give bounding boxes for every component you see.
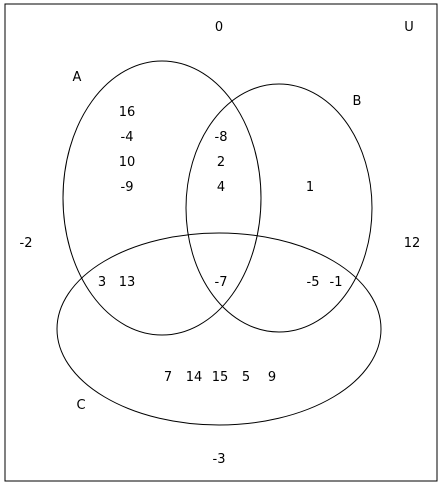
region-abc-element: -7	[214, 275, 228, 290]
region-bc-element: -1	[329, 275, 343, 290]
region-a-only-element: -4	[120, 130, 134, 145]
region-ab-element: 2	[216, 155, 226, 170]
region-ac-element: 3	[97, 275, 107, 290]
region-a-only-element: 10	[118, 155, 136, 170]
region-ab-element: 4	[216, 180, 226, 195]
region-c-only-element: 9	[267, 370, 277, 385]
universe-element: 0	[214, 20, 224, 35]
set-a-label: A	[72, 70, 82, 85]
universe-element: -2	[19, 236, 33, 251]
region-ac-element: 13	[118, 275, 136, 290]
universe-label: U	[404, 20, 414, 35]
region-c-only-element: 15	[211, 370, 229, 385]
universe-element: -3	[212, 452, 226, 467]
set-c-label: C	[76, 398, 86, 413]
region-ab-element: -8	[214, 130, 228, 145]
set-c-ellipse	[57, 233, 381, 425]
region-bc-element: -5	[306, 275, 320, 290]
region-c-only-element: 14	[185, 370, 203, 385]
region-c-only-element: 7	[163, 370, 173, 385]
universe-box	[5, 4, 437, 481]
region-a-only-element: 16	[118, 105, 136, 120]
set-b-ellipse	[186, 84, 372, 332]
universe-element: 12	[403, 236, 421, 251]
region-a-only-element: -9	[120, 180, 134, 195]
region-b-only-element: 1	[305, 180, 315, 195]
region-c-only-element: 5	[241, 370, 251, 385]
set-b-label: B	[352, 94, 362, 109]
